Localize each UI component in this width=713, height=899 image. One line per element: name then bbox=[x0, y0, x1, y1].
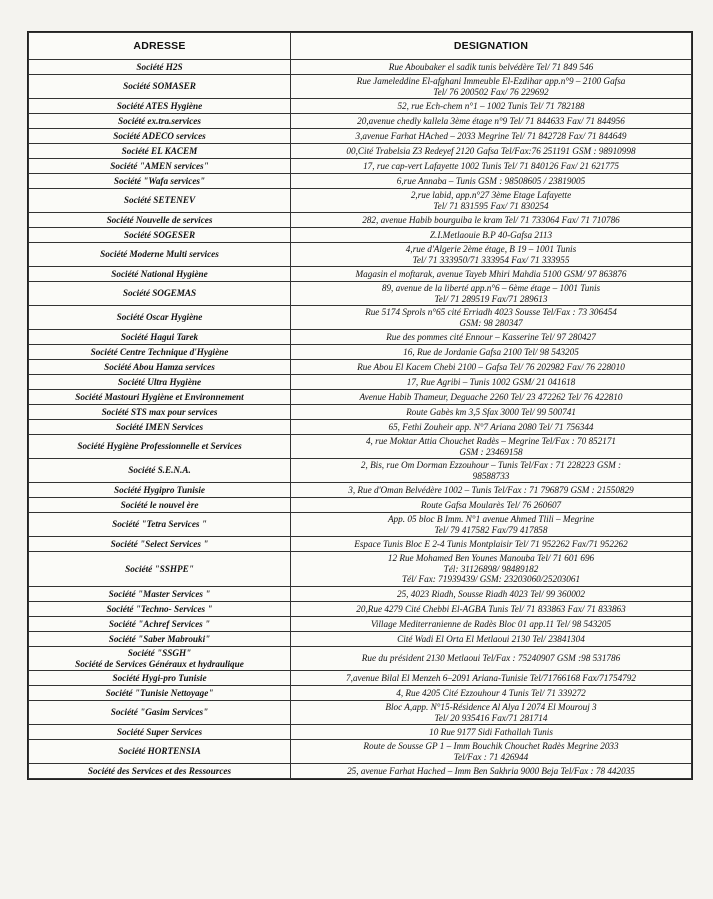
company-details-line: 282, avenue Habib bourguiba le kram Tel/ 71 733064 Fax/ 71 710786 bbox=[362, 214, 620, 225]
table-header-row bbox=[29, 33, 692, 60]
company-name-cell bbox=[29, 267, 291, 282]
company-details-line: Tél/ Fax: 71939439/ GSM: 23203060/25203061 bbox=[401, 574, 581, 585]
table-row bbox=[29, 764, 692, 779]
company-details-line: 4, rue Moktar Attia Chouchet Radès – Megrine Tel/Fax : 70 852171 bbox=[365, 435, 617, 446]
table-row bbox=[29, 189, 692, 213]
table-row bbox=[29, 405, 692, 420]
company-name-cell bbox=[29, 647, 291, 671]
table-row bbox=[29, 498, 692, 513]
company-details-line: 7,avenue Bilal El Menzeh 6–2091 Ariana-Tunisie Tel/71766168 Fax/71754792 bbox=[346, 672, 636, 683]
company-details-line: 6,rue Annaba – Tunis GSM : 98508605 / 23819005 bbox=[396, 175, 586, 186]
company-details-line: GSM: 98 280347 bbox=[459, 317, 523, 328]
company-name: Société "Saber Mabrouki" bbox=[108, 633, 211, 644]
company-name: Société Ultra Hygiène bbox=[117, 376, 202, 387]
company-details-line: 3,avenue Farhat HAched – 2033 Megrine Tel/ 71 842728 Fax/ 71 844649 bbox=[355, 130, 627, 141]
company-name: Société "Master Services " bbox=[108, 588, 211, 599]
company-name: Société STS max pour services bbox=[101, 406, 218, 417]
company-details-line: 12 Rue Mohamed Ben Younes Manouba Tel/ 71 601 696 bbox=[387, 553, 595, 564]
company-name: Société ATES Hygiène bbox=[116, 100, 203, 111]
company-details-line: 20,avenue chedly kallela 3ème étage n°9 Tel/ 71 844633 Fax/ 71 844956 bbox=[357, 115, 625, 126]
company-name-cell bbox=[29, 420, 291, 435]
company-details-line: Tel/ 79 417582 Fax/79 417858 bbox=[434, 524, 548, 535]
company-details-cell bbox=[291, 671, 692, 686]
table-row bbox=[29, 740, 692, 764]
company-name: Société "Techno- Services " bbox=[106, 603, 213, 614]
company-details-cell bbox=[291, 513, 692, 537]
company-name-cell bbox=[29, 513, 291, 537]
company-name-cell bbox=[29, 498, 291, 513]
company-name: Société "Tunisie Nettoyage" bbox=[105, 687, 214, 698]
company-details-line: 25, avenue Farhat Hached – Imm Ben Sakhria 9000 Beja Tel/Fax : 78 442035 bbox=[347, 765, 635, 776]
company-details-line: Tel/ 20 935416 Fax/71 281714 bbox=[434, 712, 548, 723]
company-name: Société "Wafa services" bbox=[113, 175, 206, 186]
table-row bbox=[29, 282, 692, 306]
company-details-line: Rue des pommes cité Ennour – Kasserine Tel/ 97 280427 bbox=[386, 331, 596, 342]
company-details-line: Tel/ 71 333950/71 333954 Fax/ 71 333955 bbox=[412, 254, 570, 265]
company-name-cell bbox=[29, 435, 291, 459]
company-name-cell bbox=[29, 375, 291, 390]
company-details-line: 4,rue d'Algerie 2ème étage, B 19 – 1001 Tunis bbox=[405, 243, 577, 254]
company-name-cell bbox=[29, 686, 291, 701]
company-name: Société SOMASER bbox=[123, 81, 196, 92]
company-details-cell bbox=[291, 60, 692, 75]
company-name: Société "Achref Services " bbox=[108, 618, 211, 629]
company-name: Société IMEN Services bbox=[115, 421, 204, 432]
company-name: Société des Services et des Ressources bbox=[87, 765, 232, 776]
table-row bbox=[29, 375, 692, 390]
table-row bbox=[29, 306, 692, 330]
company-details-cell bbox=[291, 764, 692, 779]
company-details-line: 3, Rue d'Oman Belvédère 1002 – Tunis Tel/Fax : 71 796879 GSM : 21550829 bbox=[348, 484, 634, 495]
company-name: Société "Select Services " bbox=[110, 538, 209, 549]
company-details-cell bbox=[291, 405, 692, 420]
company-name: Société "Tetra Services " bbox=[112, 519, 207, 530]
company-name-cell bbox=[29, 632, 291, 647]
company-details-cell bbox=[291, 552, 692, 587]
company-details-line: App. 05 bloc B Imm. N°1 avenue Ahmed Tlili – Megrine bbox=[387, 513, 595, 524]
company-name: Société SOGESER bbox=[123, 229, 196, 240]
table-row bbox=[29, 129, 692, 144]
table-row bbox=[29, 701, 692, 725]
company-details-cell bbox=[291, 282, 692, 306]
company-name-cell bbox=[29, 114, 291, 129]
table-row bbox=[29, 537, 692, 552]
company-details-cell bbox=[291, 114, 692, 129]
company-details-line: 65, Fethi Zouheir app. N°7 Ariana 2080 Tel/ 71 756344 bbox=[388, 421, 594, 432]
company-name-cell bbox=[29, 345, 291, 360]
company-details-line: 52, rue Ech-chem n°1 – 1002 Tunis Tel/ 71 782188 bbox=[397, 100, 585, 111]
table-row bbox=[29, 632, 692, 647]
company-name-cell bbox=[29, 159, 291, 174]
company-details-line: Tel/ 76 200502 Fax/ 76 229692 bbox=[433, 86, 549, 97]
company-details-cell bbox=[291, 228, 692, 243]
company-details-line: 20,Rue 4279 Cité Chebbi El-AGBA Tunis Tel/ 71 833863 Fax/ 71 833863 bbox=[356, 603, 626, 614]
company-name: Société National Hygiène bbox=[111, 268, 208, 279]
company-name-cell bbox=[29, 617, 291, 632]
company-details-line: Rue Aboubaker el sadik tunis belvédère Tel/ 71 849 546 bbox=[388, 61, 594, 72]
company-name-cell bbox=[29, 75, 291, 99]
company-details-cell bbox=[291, 632, 692, 647]
company-name-cell bbox=[29, 189, 291, 213]
company-name-cell bbox=[29, 129, 291, 144]
table-row bbox=[29, 228, 692, 243]
designation-column-header: DESIGNATION bbox=[291, 33, 692, 60]
company-details-cell bbox=[291, 420, 692, 435]
company-details-cell bbox=[291, 306, 692, 330]
company-name: Société H2S bbox=[136, 61, 183, 72]
company-name-cell bbox=[29, 405, 291, 420]
table-row bbox=[29, 390, 692, 405]
company-details-line: 2, Bis, rue Om Dorman Ezzouhour – Tunis Tel/Fax : 71 228223 GSM : bbox=[360, 459, 622, 470]
table-row bbox=[29, 435, 692, 459]
company-details-line: Rue 5174 Sprols n°65 cité Erriadh 4023 Sousse Tel/Fax : 73 306454 bbox=[365, 306, 617, 317]
company-name-cell bbox=[29, 213, 291, 228]
table-row bbox=[29, 114, 692, 129]
table-row bbox=[29, 587, 692, 602]
company-details-line: GSM : 23469158 bbox=[459, 446, 523, 457]
company-name-cell bbox=[29, 282, 291, 306]
company-details-cell bbox=[291, 375, 692, 390]
company-details-line: 4, Rue 4205 Cité Ezzouhour 4 Tunis Tel/ 71 339272 bbox=[396, 687, 586, 698]
company-name: Société "Gasim Services" bbox=[110, 707, 209, 718]
company-name: Société "SSGH" bbox=[127, 647, 192, 658]
company-details-line: 00,Cité Trabelsia Z3 Redeyef 2120 Gafsa Tel/Fax:76 251191 GSM : 98910998 bbox=[346, 145, 636, 156]
company-name: Société de Services Généraux et hydraulique bbox=[75, 658, 244, 669]
company-name: Société "AMEN services" bbox=[110, 160, 209, 171]
company-details-line: 16, Rue de Jordanie Gafsa 2100 Tel/ 98 543205 bbox=[403, 346, 579, 357]
company-details-line: 98588733 bbox=[472, 470, 510, 481]
table-body bbox=[29, 60, 692, 779]
company-name: Société Oscar Hygiène bbox=[116, 312, 203, 323]
company-name-cell bbox=[29, 360, 291, 375]
company-name: Société ADECO services bbox=[113, 130, 206, 141]
address-column-header: ADRESSE bbox=[29, 33, 291, 60]
company-details-cell bbox=[291, 144, 692, 159]
company-name: Société Hygiène Professionnelle et Services bbox=[77, 441, 242, 452]
company-details-cell bbox=[291, 617, 692, 632]
company-details-cell bbox=[291, 498, 692, 513]
company-details-cell bbox=[291, 725, 692, 740]
company-details-cell bbox=[291, 330, 692, 345]
table-row bbox=[29, 60, 692, 75]
company-details-line: 25, 4023 Riadh, Sousse Riadh 4023 Tel/ 99 360002 bbox=[396, 588, 585, 599]
company-name-cell bbox=[29, 459, 291, 483]
company-details-line: Route de Sousse GP 1 – Imm Bouchik Chouchet Radès Megrine 2033 bbox=[363, 740, 619, 751]
company-name: Société Hygipro Tunisie bbox=[113, 484, 206, 495]
table-row bbox=[29, 420, 692, 435]
company-details-cell bbox=[291, 243, 692, 267]
company-details-line: Z.I.Metlaouie B.P 40-Gafsa 2113 bbox=[429, 229, 553, 240]
company-details-line: Route Gafsa Moularès Tel/ 76 260607 bbox=[420, 499, 562, 510]
company-directory-sheet bbox=[27, 31, 693, 780]
company-details-line: Tel/ 71 831595 Fax/ 71 830254 bbox=[433, 200, 549, 211]
company-name-cell bbox=[29, 306, 291, 330]
company-details-cell bbox=[291, 75, 692, 99]
company-name: Société Super Services bbox=[116, 726, 203, 737]
company-name-cell bbox=[29, 330, 291, 345]
company-name: Société HORTENSIA bbox=[118, 746, 201, 757]
company-details-line: Tél: 31126898/ 98489182 bbox=[443, 563, 539, 574]
table-row bbox=[29, 725, 692, 740]
company-name-cell bbox=[29, 390, 291, 405]
company-details-cell bbox=[291, 602, 692, 617]
table-row bbox=[29, 99, 692, 114]
table-row bbox=[29, 345, 692, 360]
table-row bbox=[29, 671, 692, 686]
company-name: Société Centre Technique d'Hygiène bbox=[90, 346, 229, 357]
table-row bbox=[29, 483, 692, 498]
company-name-cell bbox=[29, 60, 291, 75]
table-row bbox=[29, 267, 692, 282]
company-name-cell bbox=[29, 701, 291, 725]
company-details-line: 17, Rue Agribi – Tunis 1002 GSM/ 21 041618 bbox=[406, 376, 576, 387]
company-name: Société SETENEV bbox=[123, 195, 196, 206]
company-details-cell bbox=[291, 537, 692, 552]
company-details-cell bbox=[291, 159, 692, 174]
company-details-line: 2,rue labid, app.n°27 3ème Etage Lafayette bbox=[410, 189, 572, 200]
company-details-cell bbox=[291, 189, 692, 213]
table-row bbox=[29, 617, 692, 632]
table-row bbox=[29, 552, 692, 587]
company-details-cell bbox=[291, 435, 692, 459]
company-details-cell bbox=[291, 174, 692, 189]
company-name-cell bbox=[29, 587, 291, 602]
company-name: Société Moderne Multi services bbox=[100, 249, 219, 260]
company-details-cell bbox=[291, 267, 692, 282]
company-name-cell bbox=[29, 243, 291, 267]
company-details-line: Espace Tunis Bloc E 2-4 Tunis Montplaisir Tel/ 71 952262 Fax/71 952262 bbox=[354, 538, 628, 549]
company-details-line: Village Mediterranienne de Radès Bloc 01 app.11 Tel/ 98 543205 bbox=[370, 618, 612, 629]
company-details-cell bbox=[291, 129, 692, 144]
company-details-line: 10 Rue 9177 Sidi Fathallah Tunis bbox=[429, 726, 553, 737]
company-details-line: Cité Wadi El Orta El Metlaoui 2130 Tel/ 23841304 bbox=[397, 633, 585, 644]
company-name-cell bbox=[29, 537, 291, 552]
table-row bbox=[29, 174, 692, 189]
company-details-line: Magasin el moftarak, avenue Tayeb Mhiri Mahdia 5100 GSM/ 97 863876 bbox=[355, 268, 627, 279]
table-row bbox=[29, 75, 692, 99]
table-row bbox=[29, 159, 692, 174]
company-details-line: Tel/Fax : 71 426944 bbox=[453, 751, 529, 762]
company-name-cell bbox=[29, 174, 291, 189]
company-details-cell bbox=[291, 686, 692, 701]
company-details-cell bbox=[291, 483, 692, 498]
company-name-cell bbox=[29, 99, 291, 114]
company-details-line: Rue Jameleddine El-afghani Immeuble El-Ezdihar app.n°9 – 2100 Gafsa bbox=[356, 75, 626, 86]
company-details-line: 89, avenue de la liberté app.n°6 – 6ème étage – 1001 Tunis bbox=[381, 282, 601, 293]
company-table bbox=[28, 32, 692, 779]
company-name-cell bbox=[29, 602, 291, 617]
company-name: Société Nouvelle de services bbox=[106, 214, 213, 225]
company-details-cell bbox=[291, 459, 692, 483]
company-details-cell bbox=[291, 740, 692, 764]
company-name-cell bbox=[29, 483, 291, 498]
company-details-line: 17, rue cap-vert Lafayette 1002 Tunis Tel/ 71 840126 Fax/ 21 621775 bbox=[363, 160, 619, 171]
company-name: Société Abou Hamza services bbox=[104, 361, 215, 372]
table-row bbox=[29, 360, 692, 375]
table-row bbox=[29, 144, 692, 159]
company-name-cell bbox=[29, 764, 291, 779]
company-name: Société Mastouri Hygiène et Environnement bbox=[75, 391, 244, 402]
company-details-line: Avenue Habib Thameur, Deguache 2260 Tel/ 23 472262 Tel/ 76 422810 bbox=[359, 391, 623, 402]
company-name-cell bbox=[29, 144, 291, 159]
company-name: Société Hagui Tarek bbox=[120, 331, 199, 342]
company-details-cell bbox=[291, 647, 692, 671]
company-name-cell bbox=[29, 552, 291, 587]
company-name-cell bbox=[29, 671, 291, 686]
company-details-cell bbox=[291, 701, 692, 725]
company-details-line: Tel/ 71 289519 Fax/71 289613 bbox=[434, 293, 548, 304]
table-row bbox=[29, 213, 692, 228]
company-name: Société EL KACEM bbox=[121, 145, 198, 156]
company-name: Société Hygi-pro Tunisie bbox=[112, 672, 207, 683]
company-details-cell bbox=[291, 587, 692, 602]
company-details-line: Route Gabès km 3,5 Sfax 3000 Tel/ 99 500741 bbox=[406, 406, 576, 417]
company-name-cell bbox=[29, 228, 291, 243]
company-details-cell bbox=[291, 360, 692, 375]
company-name: Société SOGEMAS bbox=[122, 288, 197, 299]
company-details-line: Bloc A,app. N°15-Résidence Al Alya I 2074 El Mourouj 3 bbox=[385, 701, 597, 712]
company-details-cell bbox=[291, 99, 692, 114]
table-row bbox=[29, 647, 692, 671]
company-details-line: Rue du président 2130 Metlaoui Tel/Fax : 75240907 GSM :98 531786 bbox=[361, 653, 621, 664]
table-row bbox=[29, 513, 692, 537]
company-name-cell bbox=[29, 740, 291, 764]
table-row bbox=[29, 459, 692, 483]
company-name: Société S.E.N.A. bbox=[128, 465, 191, 476]
company-details-cell bbox=[291, 213, 692, 228]
company-name: Société le nouvel ère bbox=[120, 499, 199, 510]
table-row bbox=[29, 243, 692, 267]
table-row bbox=[29, 602, 692, 617]
company-name: Société "SSHPE" bbox=[125, 563, 194, 574]
company-details-cell bbox=[291, 345, 692, 360]
company-name: Société ex.tra.services bbox=[118, 115, 201, 126]
table-row bbox=[29, 330, 692, 345]
company-name-cell bbox=[29, 725, 291, 740]
company-details-cell bbox=[291, 390, 692, 405]
table-row bbox=[29, 686, 692, 701]
company-details-line: Rue Abou El Kacem Chebi 2100 – Gafsa Tel/ 76 202982 Fax/ 76 228010 bbox=[357, 361, 625, 372]
